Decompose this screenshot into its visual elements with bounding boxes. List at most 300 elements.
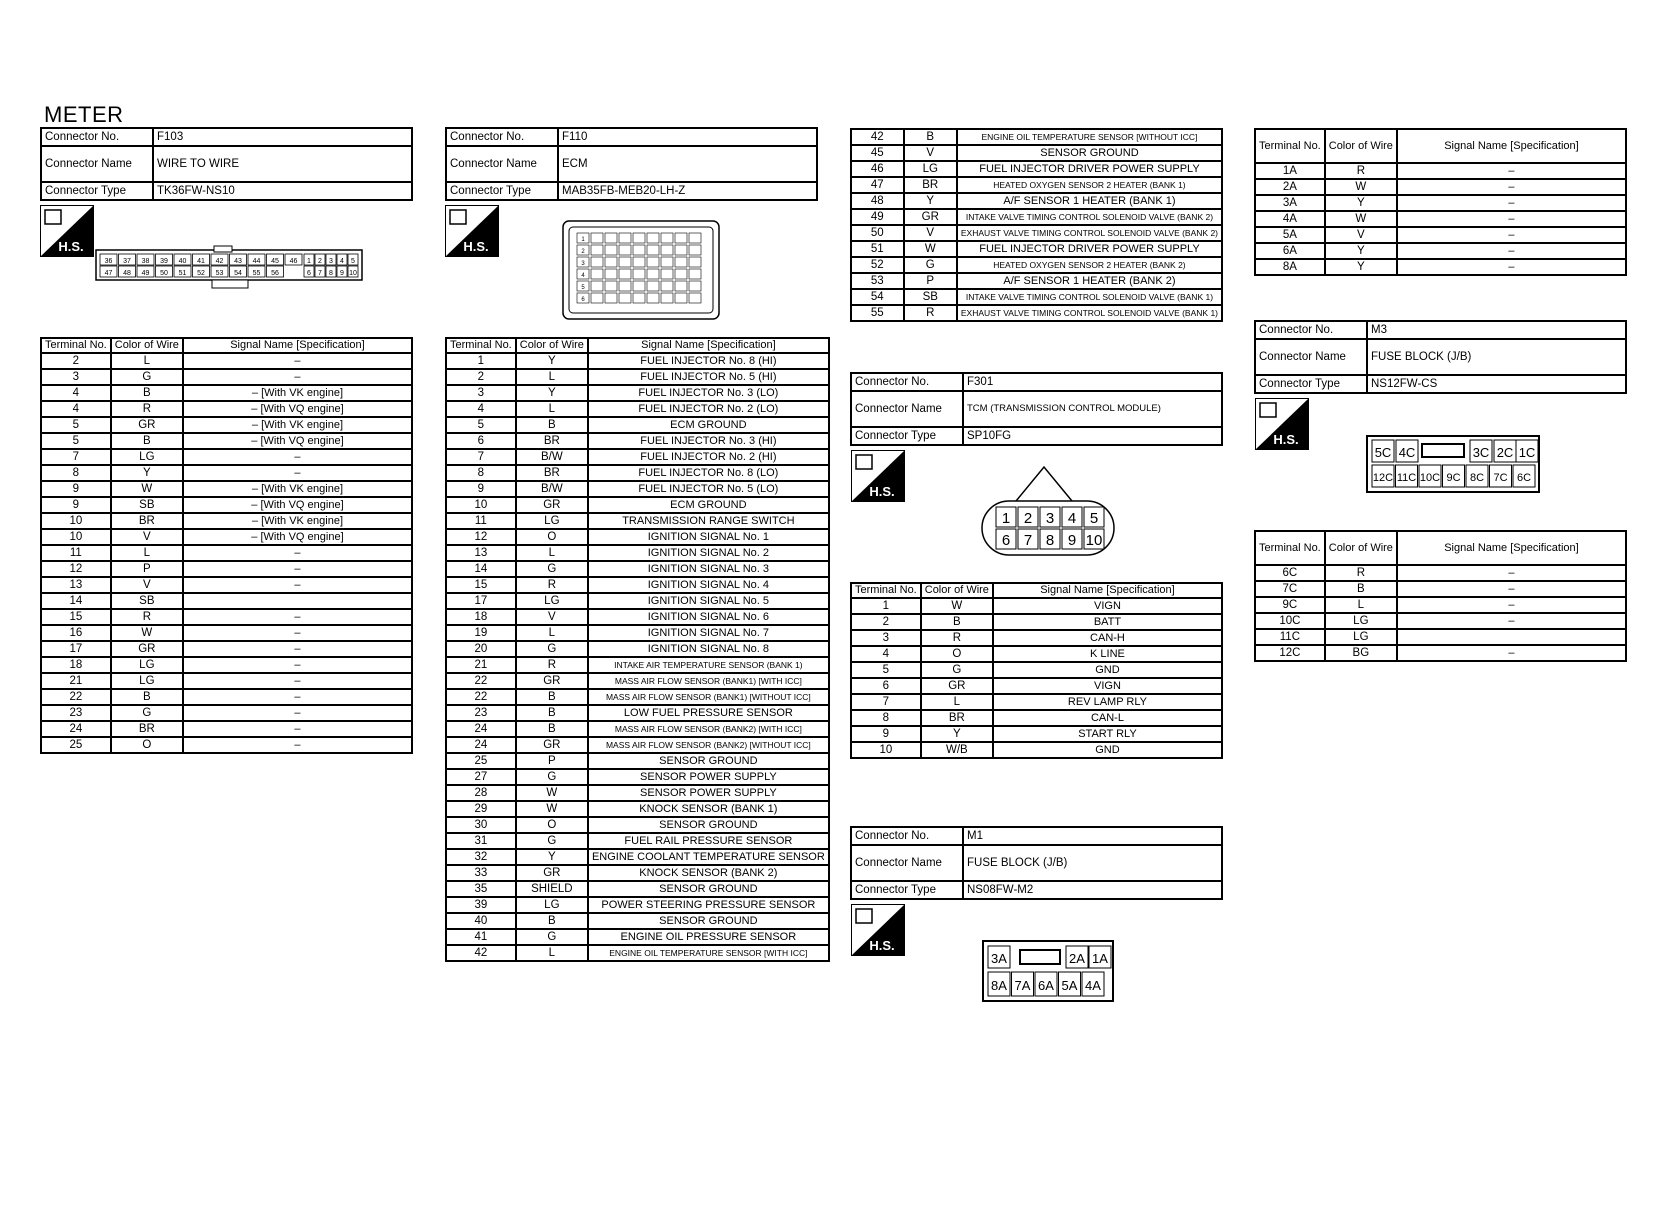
color-cell: Y xyxy=(111,465,183,481)
pin-label: 4 xyxy=(1067,510,1077,527)
pin xyxy=(605,293,617,303)
terminal-cell: 49 xyxy=(851,209,904,225)
table-row xyxy=(446,513,829,529)
pin-label: 54 xyxy=(234,270,242,277)
table-row xyxy=(446,417,829,433)
signal-cell: – [With VK engine] xyxy=(183,513,412,529)
pin-label: 1 xyxy=(307,258,311,265)
pin-label: 44 xyxy=(252,258,261,265)
color-cell: R xyxy=(516,577,588,593)
pin xyxy=(689,245,701,255)
signal-cell: SENSOR GROUND xyxy=(588,753,829,769)
signal-cell: SENSOR GROUND xyxy=(957,145,1222,161)
terminal-cell: 54 xyxy=(851,289,904,305)
table-row xyxy=(446,577,829,593)
color-cell: W xyxy=(1325,179,1397,195)
table-row xyxy=(41,449,412,465)
table-row xyxy=(1255,163,1626,179)
terminal-cell: 24 xyxy=(41,721,111,737)
header-terminal: Terminal No. xyxy=(41,338,111,353)
header-color: Color of Wire xyxy=(1325,531,1397,565)
table-row xyxy=(446,449,829,465)
signal-cell: START RLY xyxy=(993,726,1222,742)
table-row xyxy=(851,662,1222,678)
signal-cell: – xyxy=(1397,163,1626,179)
table-row xyxy=(446,529,829,545)
terminal-cell: 7 xyxy=(851,694,921,710)
header-signal: Signal Name [Specification] xyxy=(993,583,1222,598)
pin xyxy=(675,293,687,303)
pin-label: 43 xyxy=(234,258,242,265)
signal-cell: FUEL RAIL PRESSURE SENSOR xyxy=(588,833,829,849)
pin-label: 5C xyxy=(1374,445,1392,460)
terminal-cell: 6C xyxy=(1255,565,1325,581)
signal-cell: ECM GROUND xyxy=(588,497,829,513)
color-cell: SB xyxy=(904,289,957,305)
color-cell: Y xyxy=(1325,195,1397,211)
pin-label: 48 xyxy=(123,270,131,277)
signal-cell: EXHAUST VALVE TIMING CONTROL SOLENOID VALVE (BANK 1) xyxy=(957,305,1222,321)
color-cell: BR xyxy=(111,513,183,529)
signal-cell: HEATED OXYGEN SENSOR 2 HEATER (BANK 2) xyxy=(957,257,1222,273)
terminal-cell: 11 xyxy=(446,513,516,529)
label: Connector Type xyxy=(41,182,153,200)
terminal-cell: 42 xyxy=(446,945,516,961)
signal-cell: – xyxy=(183,449,412,465)
color-cell: V xyxy=(904,145,957,161)
table-row xyxy=(41,561,412,577)
color-cell: LG xyxy=(904,161,957,177)
color-cell: GR xyxy=(111,641,183,657)
color-cell: BG xyxy=(1325,645,1397,661)
color-cell: SB xyxy=(111,593,183,609)
pin-label: 40 xyxy=(178,258,187,265)
pin-label: 9 xyxy=(340,270,344,277)
connector-no: F301 xyxy=(963,373,1222,391)
connector-info-f110 xyxy=(445,127,818,201)
color-cell: B/W xyxy=(516,481,588,497)
color-cell: P xyxy=(516,753,588,769)
connector-no: M1 xyxy=(963,827,1222,845)
terminal-cell: 6A xyxy=(1255,243,1325,259)
key-slot xyxy=(1422,444,1464,457)
color-cell: LG xyxy=(1325,629,1397,645)
pin-label: 3A xyxy=(991,951,1007,966)
signal-cell: – xyxy=(183,737,412,753)
signal-cell: – xyxy=(183,721,412,737)
label: Connector Name xyxy=(1255,339,1367,375)
pin xyxy=(605,257,617,267)
signal-cell: KNOCK SENSOR (BANK 1) xyxy=(588,801,829,817)
color-cell: Y xyxy=(516,849,588,865)
terminal-cell: 8 xyxy=(41,465,111,481)
color-cell: G xyxy=(516,769,588,785)
signal-cell: – [With VQ engine] xyxy=(183,497,412,513)
terminal-cell: 45 xyxy=(851,145,904,161)
signal-cell: – xyxy=(183,465,412,481)
signal-cell: – xyxy=(183,657,412,673)
terminal-cell: 5 xyxy=(41,417,111,433)
signal-cell: SENSOR GROUND xyxy=(588,817,829,833)
terminal-cell: 7 xyxy=(446,449,516,465)
signal-cell: SENSOR POWER SUPPLY xyxy=(588,785,829,801)
terminal-cell: 3A xyxy=(1255,195,1325,211)
color-cell: Y xyxy=(1325,243,1397,259)
signal-cell: KNOCK SENSOR (BANK 2) xyxy=(588,865,829,881)
pin xyxy=(647,257,659,267)
pin-label: 10 xyxy=(1085,532,1103,549)
signal-cell: FUEL INJECTOR DRIVER POWER SUPPLY xyxy=(957,161,1222,177)
signal-cell: FUEL INJECTOR No. 5 (HI) xyxy=(588,369,829,385)
pin xyxy=(689,233,701,243)
terminal-cell: 17 xyxy=(446,593,516,609)
table-row xyxy=(446,769,829,785)
color-cell: V xyxy=(904,225,957,241)
pin xyxy=(605,245,617,255)
color-cell: GR xyxy=(516,497,588,513)
color-cell: B/W xyxy=(516,449,588,465)
harness-side-icon xyxy=(1255,398,1309,450)
pin-label: 6 xyxy=(581,297,585,303)
terminal-cell: 19 xyxy=(446,625,516,641)
pin xyxy=(661,257,673,267)
connector-name: TCM (TRANSMISSION CONTROL MODULE) xyxy=(963,391,1222,427)
table-row xyxy=(446,929,829,945)
pin-label: 3 xyxy=(1045,510,1055,527)
pin xyxy=(689,269,701,279)
connector-diagram-m3 xyxy=(1366,435,1540,493)
table-row xyxy=(1255,645,1626,661)
pin-label: 5 xyxy=(581,285,585,291)
signal-cell: – [With VQ engine] xyxy=(183,401,412,417)
signal-cell: A/F SENSOR 1 HEATER (BANK 1) xyxy=(957,193,1222,209)
table-row xyxy=(41,401,412,417)
table-row xyxy=(851,129,1222,145)
table-row xyxy=(446,673,829,689)
signal-cell: ECM GROUND xyxy=(588,417,829,433)
pin-label: 2 xyxy=(1023,510,1033,527)
terminal-cell: 4 xyxy=(851,646,921,662)
pin-label: 39 xyxy=(160,258,168,265)
signal-cell: ENGINE OIL TEMPERATURE SENSOR [WITH ICC] xyxy=(588,945,829,961)
pin-label: 3 xyxy=(329,258,333,265)
pin-label: 1 xyxy=(581,237,585,243)
table-row xyxy=(41,705,412,721)
key-slot xyxy=(1020,950,1060,964)
pin xyxy=(647,281,659,291)
color-cell: G xyxy=(516,833,588,849)
pin-label: 8A xyxy=(991,978,1007,993)
signal-cell: GND xyxy=(993,662,1222,678)
table-row xyxy=(851,726,1222,742)
color-cell: LG xyxy=(516,897,588,913)
color-cell: W xyxy=(1325,211,1397,227)
table-row xyxy=(851,273,1222,289)
color-cell: O xyxy=(111,737,183,753)
signal-cell: CAN-L xyxy=(993,710,1222,726)
signal-cell: – xyxy=(183,625,412,641)
color-cell: B xyxy=(111,689,183,705)
color-cell: B xyxy=(516,417,588,433)
terminal-cell: 9 xyxy=(446,481,516,497)
table-row xyxy=(41,497,412,513)
harness-side-icon xyxy=(851,450,905,502)
signal-cell: VIGN xyxy=(993,678,1222,694)
terminal-cell: 25 xyxy=(41,737,111,753)
color-cell: B xyxy=(921,614,993,630)
pin-label: 4C xyxy=(1398,445,1416,460)
terminal-cell: 2 xyxy=(41,353,111,369)
connector-info-f301 xyxy=(850,372,1223,446)
connector-diagram-f110 xyxy=(561,219,721,321)
terminal-cell: 10 xyxy=(41,529,111,545)
signal-cell: IGNITION SIGNAL No. 3 xyxy=(588,561,829,577)
connector-m3-svg xyxy=(1366,435,1540,493)
pin xyxy=(647,269,659,279)
table-row xyxy=(851,694,1222,710)
table-row xyxy=(1255,195,1626,211)
terminal-cell: 21 xyxy=(446,657,516,673)
color-cell: GR xyxy=(111,417,183,433)
color-cell: L xyxy=(111,545,183,561)
signal-cell: BATT xyxy=(993,614,1222,630)
terminal-cell: 1 xyxy=(851,598,921,614)
pin-label: 6 xyxy=(307,270,311,277)
color-cell: Y xyxy=(516,385,588,401)
table-row xyxy=(446,721,829,737)
pin-label: 1 xyxy=(1001,510,1011,527)
signal-cell: VIGN xyxy=(993,598,1222,614)
table-row xyxy=(446,385,829,401)
signal-cell: GND xyxy=(993,742,1222,758)
pin-table-f103 xyxy=(40,337,413,754)
signal-cell: IGNITION SIGNAL No. 6 xyxy=(588,609,829,625)
table-row xyxy=(851,225,1222,241)
label: Connector Type xyxy=(851,427,963,445)
color-cell: B xyxy=(516,705,588,721)
pin xyxy=(689,293,701,303)
table-row xyxy=(851,257,1222,273)
terminal-cell: 40 xyxy=(446,913,516,929)
pin-table-f110 xyxy=(445,337,830,962)
hs-label: H.S. xyxy=(463,239,489,254)
signal-cell: – xyxy=(1397,211,1626,227)
pin-label: 51 xyxy=(178,270,187,277)
signal-cell: FUEL INJECTOR DRIVER POWER SUPPLY xyxy=(957,241,1222,257)
terminal-cell: 5A xyxy=(1255,227,1325,243)
signal-cell: – xyxy=(1397,179,1626,195)
terminal-cell: 27 xyxy=(446,769,516,785)
signal-cell: K LINE xyxy=(993,646,1222,662)
pin-label: 2 xyxy=(581,249,585,255)
terminal-cell: 8 xyxy=(446,465,516,481)
color-cell: V xyxy=(111,529,183,545)
terminal-cell: 29 xyxy=(446,801,516,817)
signal-cell: FUEL INJECTOR No. 3 (LO) xyxy=(588,385,829,401)
pin xyxy=(661,245,673,255)
terminal-cell: 55 xyxy=(851,305,904,321)
color-cell: P xyxy=(904,273,957,289)
connector-type: MAB35FB-MEB20-LH-Z xyxy=(558,182,817,200)
color-cell: Y xyxy=(516,353,588,369)
pin-label: 4 xyxy=(581,273,585,279)
table-row xyxy=(446,369,829,385)
pin-label: 7 xyxy=(1023,532,1033,549)
table-row xyxy=(851,177,1222,193)
table-row xyxy=(41,369,412,385)
signal-cell: POWER STEERING PRESSURE SENSOR xyxy=(588,897,829,913)
pin-label: 55 xyxy=(252,270,261,277)
color-cell: G xyxy=(516,929,588,945)
signal-cell: – [With VQ engine] xyxy=(183,433,412,449)
color-cell: L xyxy=(516,945,588,961)
table-row xyxy=(41,385,412,401)
terminal-cell: 23 xyxy=(41,705,111,721)
table-row xyxy=(851,289,1222,305)
signal-cell: INTAKE AIR TEMPERATURE SENSOR (BANK 1) xyxy=(588,657,829,673)
connector-info-m1 xyxy=(850,826,1223,900)
color-cell: B xyxy=(111,385,183,401)
terminal-cell: 28 xyxy=(446,785,516,801)
header-color: Color of Wire xyxy=(111,338,183,353)
terminal-cell: 12 xyxy=(446,529,516,545)
table-row xyxy=(446,865,829,881)
pin-label: 9C xyxy=(1446,472,1461,484)
label: Connector Type xyxy=(446,182,558,200)
pin xyxy=(675,245,687,255)
terminal-cell: 20 xyxy=(446,641,516,657)
signal-cell: IGNITION SIGNAL No. 4 xyxy=(588,577,829,593)
color-cell: LG xyxy=(1325,613,1397,629)
terminal-cell: 9 xyxy=(41,497,111,513)
terminal-cell: 22 xyxy=(446,673,516,689)
table-row xyxy=(446,641,829,657)
pin xyxy=(647,245,659,255)
pin xyxy=(661,269,673,279)
signal-cell: A/F SENSOR 1 HEATER (BANK 2) xyxy=(957,273,1222,289)
terminal-cell: 1 xyxy=(446,353,516,369)
header-terminal: Terminal No. xyxy=(1255,531,1325,565)
terminal-cell: 21 xyxy=(41,673,111,689)
table-row xyxy=(1255,629,1626,645)
table-row xyxy=(1255,581,1626,597)
pin-label: 8 xyxy=(1045,532,1055,549)
signal-cell: MASS AIR FLOW SENSOR (BANK2) [WITHOUT ICC] xyxy=(588,737,829,753)
signal-cell: – [With VK engine] xyxy=(183,385,412,401)
signal-cell: IGNITION SIGNAL No. 2 xyxy=(588,545,829,561)
hs-label: H.S. xyxy=(1273,432,1299,447)
signal-cell: – xyxy=(183,353,412,369)
connector-no: M3 xyxy=(1367,321,1626,339)
pin xyxy=(591,293,603,303)
signal-cell: TRANSMISSION RANGE SWITCH xyxy=(588,513,829,529)
terminal-cell: 3 xyxy=(446,385,516,401)
terminal-cell: 4 xyxy=(446,401,516,417)
color-cell: O xyxy=(921,646,993,662)
page-title: METER xyxy=(44,102,124,127)
connector-diagram-f301 xyxy=(976,465,1120,561)
pin-table-m3 xyxy=(1254,530,1627,662)
table-row xyxy=(41,593,412,609)
connector-info-f103 xyxy=(40,127,413,201)
table-row xyxy=(446,817,829,833)
color-cell: W xyxy=(111,625,183,641)
pin-table-m1 xyxy=(1254,128,1627,276)
signal-cell: INTAKE VALVE TIMING CONTROL SOLENOID VALVE (BANK 2) xyxy=(957,209,1222,225)
pin xyxy=(605,233,617,243)
signal-cell: – xyxy=(183,561,412,577)
terminal-cell: 4A xyxy=(1255,211,1325,227)
pin-label: 49 xyxy=(141,270,150,277)
terminal-cell: 6 xyxy=(446,433,516,449)
color-cell: B xyxy=(111,433,183,449)
connector-name: FUSE BLOCK (J/B) xyxy=(1367,339,1626,375)
pin-label: 6C xyxy=(1516,472,1532,484)
hand-connector-icon xyxy=(450,210,466,224)
color-cell: G xyxy=(921,662,993,678)
color-cell: Y xyxy=(921,726,993,742)
terminal-cell: 5 xyxy=(851,662,921,678)
color-cell: GR xyxy=(904,209,957,225)
color-cell: W xyxy=(111,481,183,497)
pin-label: 37 xyxy=(123,258,131,265)
pin-label: 12C xyxy=(1372,472,1394,484)
connector-type: TK36FW-NS10 xyxy=(153,182,412,200)
signal-cell: HEATED OXYGEN SENSOR 2 HEATER (BANK 1) xyxy=(957,177,1222,193)
terminal-cell: 11 xyxy=(41,545,111,561)
terminal-cell: 24 xyxy=(446,721,516,737)
pin xyxy=(647,233,659,243)
pin xyxy=(633,257,645,267)
table-row xyxy=(1255,565,1626,581)
hs-label: H.S. xyxy=(58,239,84,254)
hs-label: H.S. xyxy=(869,938,895,953)
pin-label: 6 xyxy=(1001,532,1011,549)
color-cell: LG xyxy=(111,673,183,689)
pin xyxy=(605,281,617,291)
terminal-cell: 9C xyxy=(1255,597,1325,613)
pin-label: 56 xyxy=(271,270,279,277)
pin xyxy=(605,269,617,279)
color-cell: GR xyxy=(921,678,993,694)
terminal-cell: 10 xyxy=(41,513,111,529)
signal-cell: IGNITION SIGNAL No. 7 xyxy=(588,625,829,641)
connector-info-m3 xyxy=(1254,320,1627,394)
terminal-cell: 41 xyxy=(446,929,516,945)
table-row xyxy=(1255,179,1626,195)
signal-cell xyxy=(183,593,412,609)
color-cell: O xyxy=(516,817,588,833)
table-row xyxy=(446,481,829,497)
signal-cell: EXHAUST VALVE TIMING CONTROL SOLENOID VALVE (BANK 2) xyxy=(957,225,1222,241)
color-cell: R xyxy=(111,401,183,417)
terminal-cell: 17 xyxy=(41,641,111,657)
table-row xyxy=(446,913,829,929)
signal-cell: FUEL INJECTOR No. 8 (LO) xyxy=(588,465,829,481)
color-cell: L xyxy=(921,694,993,710)
terminal-cell: 4 xyxy=(41,401,111,417)
pin xyxy=(633,293,645,303)
pin-label: 2C xyxy=(1496,445,1514,460)
signal-cell: – xyxy=(183,705,412,721)
color-cell: GR xyxy=(516,673,588,689)
color-cell: B xyxy=(516,689,588,705)
color-cell: W xyxy=(516,801,588,817)
table-row xyxy=(41,577,412,593)
connector-name: WIRE TO WIRE xyxy=(153,146,412,182)
table-row xyxy=(851,710,1222,726)
table-row xyxy=(1255,259,1626,275)
